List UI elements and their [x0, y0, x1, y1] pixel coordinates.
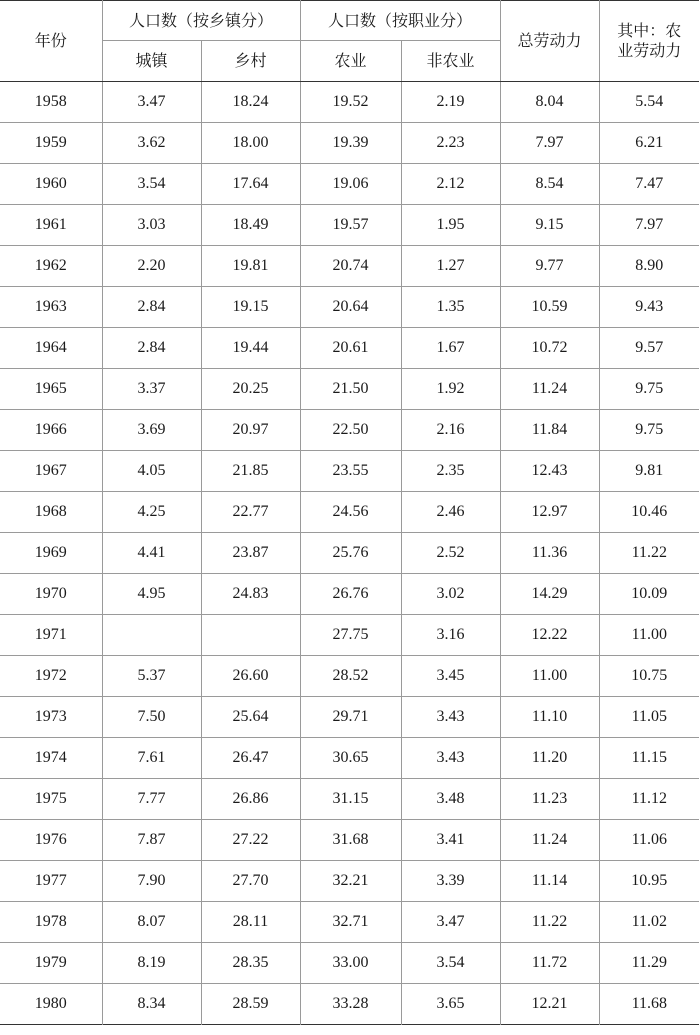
agri-cell: 20.61: [300, 328, 401, 369]
year-cell: 1959: [0, 123, 102, 164]
urban-cell: [102, 615, 201, 656]
total-labor-cell: 11.24: [500, 369, 599, 410]
agri-labor-cell: 9.43: [599, 287, 699, 328]
urban-cell: 7.77: [102, 779, 201, 820]
agri-labor-cell: 9.75: [599, 410, 699, 451]
year-cell: 1970: [0, 574, 102, 615]
year-cell: 1980: [0, 984, 102, 1025]
year-cell: 1960: [0, 164, 102, 205]
urban-cell: 7.61: [102, 738, 201, 779]
table-row: [0, 287, 699, 328]
rural-header: 乡村: [201, 41, 300, 82]
agri-cell: 30.65: [300, 738, 401, 779]
non-agri-header: 非农业: [401, 41, 500, 82]
table-row: [0, 451, 699, 492]
total-labor-cell: 10.59: [500, 287, 599, 328]
agri-labor-cell: 11.22: [599, 533, 699, 574]
year-cell: 1966: [0, 410, 102, 451]
total-labor-cell: 11.14: [500, 861, 599, 902]
agri-labor-cell: 9.81: [599, 451, 699, 492]
agri-cell: 31.15: [300, 779, 401, 820]
table-row: [0, 902, 699, 943]
rural-cell: 18.24: [201, 82, 300, 123]
rural-cell: 18.49: [201, 205, 300, 246]
agri-cell: 24.56: [300, 492, 401, 533]
agri-labor-cell: 11.12: [599, 779, 699, 820]
non-agri-cell: 2.12: [401, 164, 500, 205]
year-cell: 1963: [0, 287, 102, 328]
rural-cell: 28.59: [201, 984, 300, 1025]
rural-cell: 26.86: [201, 779, 300, 820]
agri-cell: 32.21: [300, 861, 401, 902]
total-labor-cell: 14.29: [500, 574, 599, 615]
agri-labor-header-line1: 其中：农: [617, 21, 682, 40]
rural-cell: 27.70: [201, 861, 300, 902]
year-cell: 1958: [34, 93, 67, 110]
year-cell: 1967: [0, 451, 102, 492]
year-header: 年份: [0, 1, 102, 82]
year-cell: 1969: [0, 533, 102, 574]
total-labor-cell: 9.15: [500, 205, 599, 246]
rural-cell: 18.00: [201, 123, 300, 164]
rural-cell: 19.44: [201, 328, 300, 369]
agri-cell: 27.75: [300, 615, 401, 656]
urban-cell: 7.50: [102, 697, 201, 738]
agri-cell: 19.39: [300, 123, 401, 164]
total-labor-cell: 11.72: [500, 943, 599, 984]
agri-labor-cell: 11.00: [599, 615, 699, 656]
total-labor-cell: 11.20: [500, 738, 599, 779]
total-labor-cell: 12.97: [500, 492, 599, 533]
agri-cell: 21.50: [300, 369, 401, 410]
year-cell: 1978: [0, 902, 102, 943]
table-row: [0, 492, 699, 533]
population-by-occupation-header: 人口数（按职业分）: [300, 1, 500, 41]
agri-cell: 23.55: [300, 451, 401, 492]
non-agri-cell: 3.45: [401, 656, 500, 697]
year-cell: 1968: [0, 492, 102, 533]
agri-labor-cell: 10.75: [599, 656, 699, 697]
urban-cell: 8.34: [102, 984, 201, 1025]
year-cell: 1971: [0, 615, 102, 656]
agri-cell: 28.52: [300, 656, 401, 697]
urban-cell: 3.69: [102, 410, 201, 451]
non-agri-cell: 1.27: [401, 246, 500, 287]
table-row: [0, 410, 699, 451]
non-agri-cell: 2.19: [401, 82, 500, 123]
total-labor-cell: 12.43: [500, 451, 599, 492]
non-agri-cell: 2.23: [401, 123, 500, 164]
non-agri-cell: 3.39: [401, 861, 500, 902]
total-labor-cell: 12.22: [500, 615, 599, 656]
agri-labor-cell: 11.05: [599, 697, 699, 738]
urban-cell: 2.84: [102, 328, 201, 369]
total-labor-cell: 11.84: [500, 410, 599, 451]
agri-cell: 29.71: [300, 697, 401, 738]
year-cell: 1973: [0, 697, 102, 738]
non-agri-cell: 2.46: [401, 492, 500, 533]
rural-cell: 26.60: [201, 656, 300, 697]
table-row: [0, 369, 699, 410]
total-labor-cell: 12.21: [500, 984, 599, 1025]
agri-cell: 31.68: [300, 820, 401, 861]
total-labor-cell: 11.23: [500, 779, 599, 820]
year-cell: 1976: [0, 820, 102, 861]
agri-cell: 20.74: [300, 246, 401, 287]
non-agri-cell: 3.43: [401, 697, 500, 738]
table-row: [0, 697, 699, 738]
non-agri-cell: 3.43: [401, 738, 500, 779]
year-cell: 1972: [0, 656, 102, 697]
non-agri-cell: 3.16: [401, 615, 500, 656]
table-header: [0, 1, 699, 82]
agri-labor-cell: 5.54: [599, 82, 699, 123]
rural-cell: 27.22: [201, 820, 300, 861]
rural-cell: 26.47: [201, 738, 300, 779]
year-cell: 1964: [0, 328, 102, 369]
rural-cell: 25.64: [201, 697, 300, 738]
total-labor-cell: 8.04: [500, 82, 599, 123]
urban-cell: 2.84: [102, 287, 201, 328]
rural-cell: 17.64: [201, 164, 300, 205]
urban-cell: 8.19: [102, 943, 201, 984]
table-row: [0, 820, 699, 861]
agri-labor-cell: 11.68: [599, 984, 699, 1025]
urban-cell: 8.07: [102, 902, 201, 943]
total-labor-cell: 11.36: [500, 533, 599, 574]
year-cell: 1979: [0, 943, 102, 984]
urban-cell: 3.37: [102, 369, 201, 410]
non-agri-cell: 1.35: [401, 287, 500, 328]
urban-cell: 4.25: [102, 492, 201, 533]
agri-cell: 33.00: [300, 943, 401, 984]
agri-labor-cell: 11.06: [599, 820, 699, 861]
population-by-area-header: 人口数（按乡镇分）: [102, 1, 300, 41]
urban-cell: 3.47: [102, 82, 201, 123]
agri-labor-cell: 10.95: [599, 861, 699, 902]
agri-cell: 19.06: [300, 164, 401, 205]
table-row: [0, 123, 699, 164]
agri-cell: 19.57: [300, 205, 401, 246]
agri-header: 农业: [300, 41, 401, 82]
agri-labor-header-line2: 业劳动力: [617, 41, 682, 60]
rural-cell: 28.35: [201, 943, 300, 984]
total-labor-cell: 8.54: [500, 164, 599, 205]
non-agri-cell: 3.41: [401, 820, 500, 861]
urban-cell: 2.20: [102, 246, 201, 287]
urban-cell: 4.95: [102, 574, 201, 615]
agri-labor-cell: 9.75: [599, 369, 699, 410]
non-agri-cell: 1.67: [401, 328, 500, 369]
table-row: [0, 656, 699, 697]
agri-labor-cell: 8.90: [599, 246, 699, 287]
rural-cell: 24.83: [201, 574, 300, 615]
total-labor-cell: 9.77: [500, 246, 599, 287]
total-labor-cell: 11.10: [500, 697, 599, 738]
year-cell: 1975: [0, 779, 102, 820]
table-row: [0, 533, 699, 574]
non-agri-cell: 1.95: [401, 205, 500, 246]
total-labor-header: 总劳动力: [500, 1, 599, 82]
agri-labor-cell: 9.57: [599, 328, 699, 369]
agri-cell: 20.64: [300, 287, 401, 328]
rural-cell: [201, 615, 300, 656]
table-row: [0, 984, 699, 1025]
rural-cell: 22.77: [201, 492, 300, 533]
total-labor-cell: 7.97: [500, 123, 599, 164]
rural-cell: 19.15: [201, 287, 300, 328]
table-row: [0, 779, 699, 820]
agri-cell: 19.52: [300, 82, 401, 123]
agri-labor-header: [599, 1, 699, 82]
agri-cell: 26.76: [300, 574, 401, 615]
non-agri-cell: 3.65: [401, 984, 500, 1025]
agri-labor-cell: 7.47: [599, 164, 699, 205]
urban-cell: 3.54: [102, 164, 201, 205]
non-agri-cell: 2.16: [401, 410, 500, 451]
urban-cell: 4.41: [102, 533, 201, 574]
total-labor-cell: 11.24: [500, 820, 599, 861]
urban-cell: 5.37: [102, 656, 201, 697]
year-cell: 1962: [0, 246, 102, 287]
table-row: [0, 943, 699, 984]
urban-cell: 4.05: [102, 451, 201, 492]
year-cell: 1977: [0, 861, 102, 902]
urban-cell: 7.90: [102, 861, 201, 902]
rural-cell: 20.25: [201, 369, 300, 410]
agri-labor-cell: 11.02: [599, 902, 699, 943]
non-agri-cell: 3.47: [401, 902, 500, 943]
urban-cell: 7.87: [102, 820, 201, 861]
total-labor-cell: 11.22: [500, 902, 599, 943]
non-agri-cell: 3.54: [401, 943, 500, 984]
table-row: [0, 574, 699, 615]
total-labor-cell: 10.72: [500, 328, 599, 369]
table-row: [0, 328, 699, 369]
agri-cell: 33.28: [300, 984, 401, 1025]
total-labor-cell: 11.00: [500, 656, 599, 697]
table-row: [0, 615, 699, 656]
urban-cell: 3.03: [102, 205, 201, 246]
non-agri-cell: 3.02: [401, 574, 500, 615]
rural-cell: 28.11: [201, 902, 300, 943]
agri-labor-cell: 7.97: [599, 205, 699, 246]
agri-cell: 22.50: [300, 410, 401, 451]
rural-cell: 21.85: [201, 451, 300, 492]
agri-labor-cell: 11.15: [599, 738, 699, 779]
table-row: [0, 738, 699, 779]
table-row: [0, 205, 699, 246]
table-row: [0, 164, 699, 205]
table-row: [0, 861, 699, 902]
year-cell: 1974: [0, 738, 102, 779]
rural-cell: 19.81: [201, 246, 300, 287]
table-body: [0, 82, 699, 1025]
urban-header: 城镇: [102, 41, 201, 82]
year-cell: 1965: [0, 369, 102, 410]
table-row: [0, 246, 699, 287]
agri-labor-cell: 10.09: [599, 574, 699, 615]
agri-cell: 32.71: [300, 902, 401, 943]
rural-cell: 20.97: [201, 410, 300, 451]
year-cell: 1961: [0, 205, 102, 246]
non-agri-cell: 2.52: [401, 533, 500, 574]
table-row: [0, 82, 699, 123]
agri-labor-cell: 11.29: [599, 943, 699, 984]
rural-cell: 23.87: [201, 533, 300, 574]
agri-cell: 25.76: [300, 533, 401, 574]
agri-labor-cell: 6.21: [599, 123, 699, 164]
non-agri-cell: 3.48: [401, 779, 500, 820]
non-agri-cell: 2.35: [401, 451, 500, 492]
non-agri-cell: 1.92: [401, 369, 500, 410]
urban-cell: 3.62: [102, 123, 201, 164]
agri-labor-cell: 10.46: [599, 492, 699, 533]
